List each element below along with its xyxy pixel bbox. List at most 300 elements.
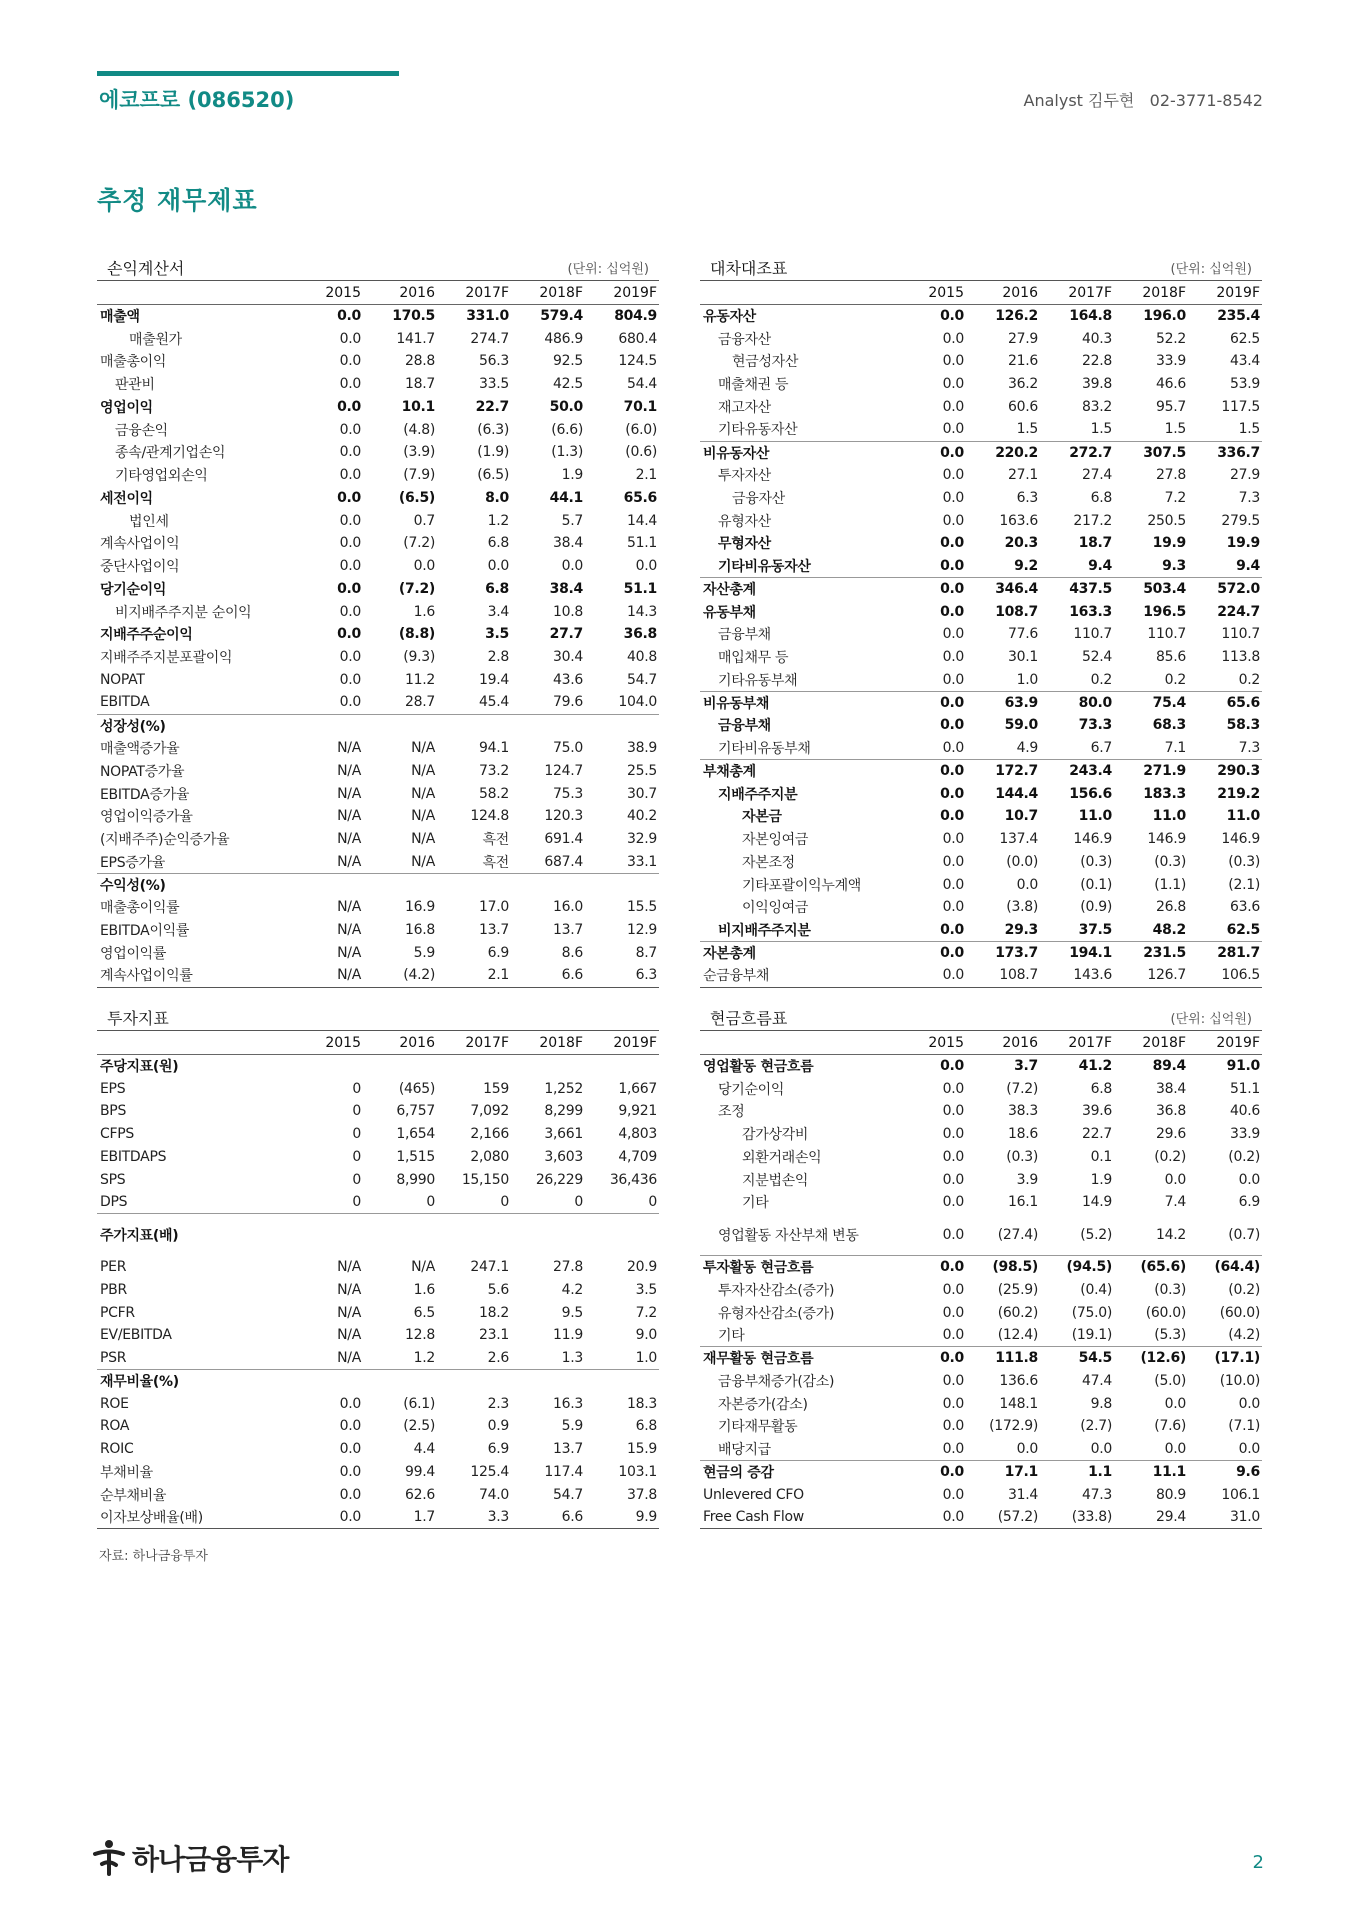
year-header: 2019F (1188, 1031, 1262, 1055)
row-label: 금융부채증가(감소) (718, 1373, 835, 1390)
cell-value (363, 873, 437, 896)
unit-label: (단위: 십억원) (567, 262, 649, 277)
cell-value: 0.0 (942, 1126, 964, 1143)
cell-value: 271.9 (1114, 760, 1188, 783)
row-label: 금융부채 (718, 718, 771, 735)
investment-table (97, 1030, 659, 1529)
cell-value: 572.0 (1188, 578, 1262, 601)
cell-value: 27.9 (1230, 467, 1260, 484)
cell-value: (0.0) (1006, 853, 1038, 870)
cell-value: (0.2) (1228, 1281, 1260, 1298)
cell-value: (0.3) (1228, 853, 1260, 870)
table-row (700, 782, 1262, 805)
table-row (700, 1256, 1262, 1279)
row-label: 금융자산 (718, 331, 771, 348)
table-row (700, 942, 1262, 965)
table-row (97, 305, 659, 328)
row-label: (지배주주)순익증가율 (100, 832, 230, 849)
cell-value: 0 (574, 1194, 583, 1211)
table-row (700, 509, 1262, 532)
cell-value (289, 1214, 363, 1256)
cell-value: 9,921 (618, 1103, 657, 1120)
cell-value: (7.6) (1154, 1418, 1186, 1435)
cell-value (585, 1214, 659, 1256)
cell-value: 47.3 (1082, 1486, 1112, 1503)
cell-value: 17.1 (966, 1461, 1040, 1484)
cell-value: 0.0 (940, 557, 964, 574)
cell-value (289, 1370, 363, 1393)
year-header: 2017F (1040, 1031, 1114, 1055)
table-row (700, 532, 1262, 555)
table-row (700, 555, 1262, 578)
cell-value: 0.0 (1164, 1395, 1186, 1412)
cell-value: 60.6 (1008, 398, 1038, 415)
cell-value: 250.5 (1147, 512, 1186, 529)
cell-value: 37.5 (1078, 921, 1112, 938)
cell-value: 51.1 (623, 580, 657, 597)
cell-value: N/A (337, 808, 361, 825)
cell-value: 62.6 (405, 1486, 435, 1503)
cell-value: 91.0 (1226, 1058, 1260, 1075)
year-header: 2017F (437, 281, 511, 305)
cell-value: 27.7 (549, 626, 583, 643)
cell-value: N/A (337, 853, 361, 870)
cell-value: 10.1 (401, 398, 435, 415)
row-label: 주당지표(원) (100, 1059, 179, 1076)
cell-value: 0.0 (337, 308, 361, 325)
cell-value: 4.4 (413, 1441, 435, 1458)
row-label: 재무비율(%) (97, 1370, 289, 1393)
row-label: 유형자산감소(증가) (718, 1305, 835, 1322)
page-number: 2 (1252, 1852, 1264, 1873)
cell-value: 579.4 (540, 308, 583, 325)
cell-value: 0.0 (942, 1395, 964, 1412)
cell-value: 1.2 (487, 512, 509, 529)
table-row (700, 487, 1262, 510)
cell-value: (0.3) (1154, 1281, 1186, 1298)
table-row (97, 964, 659, 987)
row-label: 중단사업이익 (100, 559, 180, 576)
cell-value: 272.7 (1040, 441, 1114, 464)
cell-value (511, 873, 585, 896)
cell-value: 183.3 (1143, 785, 1186, 802)
cell-value: 0 (352, 1194, 361, 1211)
cell-value: 31.0 (1188, 1506, 1262, 1529)
cell-value: N/A (337, 944, 361, 961)
cell-value: 16.0 (553, 899, 583, 916)
row-label: 수익성(%) (97, 873, 289, 896)
cell-value: 15.9 (627, 1441, 657, 1458)
cell-value: 146.9 (1073, 831, 1112, 848)
cell-value: 22.7 (1082, 1126, 1112, 1143)
cell-value: 14.4 (627, 512, 657, 529)
cell-value: 0.0 (413, 558, 435, 575)
table-row (700, 350, 1262, 373)
cell-value: 331.0 (466, 308, 509, 325)
year-header: 2019F (585, 281, 659, 305)
cell-value: 0.0 (942, 1372, 964, 1389)
page-title: 추정 재무제표 (97, 186, 258, 215)
cell-value: 11.1 (1114, 1461, 1188, 1484)
table-row (700, 1055, 1262, 1078)
row-label: 영업이익 (100, 399, 153, 416)
cell-value: 29.6 (1156, 1126, 1186, 1143)
cell-value: (0.1) (1080, 876, 1112, 893)
table-row (700, 441, 1262, 464)
table-row (97, 396, 659, 419)
table-row (97, 1055, 659, 1078)
cell-value: 54.7 (553, 1486, 583, 1503)
cell-value: 6.9 (487, 944, 509, 961)
cell-value (289, 873, 363, 896)
cell-value: (3.8) (1006, 899, 1038, 916)
cell-value: (0.2) (1154, 1148, 1186, 1165)
cell-value: 14.2 (1156, 1226, 1186, 1243)
cell-value (363, 1370, 437, 1393)
cell-value: 58.3 (1226, 717, 1260, 734)
cell-value: 0.0 (339, 558, 361, 575)
cell-value: 6.6 (511, 964, 585, 987)
table-row (97, 1483, 659, 1506)
cell-value: 53.9 (1230, 376, 1260, 393)
row-label: 자본증가(감소) (718, 1396, 808, 1413)
cell-value: 7.3 (1238, 489, 1260, 506)
unit-label: (단위: 십억원) (1170, 262, 1252, 277)
cell-value: (1.9) (477, 444, 509, 461)
cell-value: N/A (289, 964, 363, 987)
year-header-row (700, 281, 1262, 305)
cell-value: 25.5 (627, 762, 657, 779)
section-title: 투자지표 (107, 1009, 169, 1028)
cell-value: 0.0 (942, 398, 964, 415)
investment-metrics-section (97, 1000, 659, 1529)
table-row (700, 691, 1262, 714)
income-table (97, 280, 659, 988)
year-header: 2015 (892, 281, 966, 305)
cell-value: 21.6 (1008, 353, 1038, 370)
cell-value: 흑전 (482, 854, 509, 871)
cell-value: 0.0 (1238, 1440, 1260, 1457)
cell-value: 137.4 (999, 831, 1038, 848)
cell-value: 43.4 (1230, 353, 1260, 370)
cell-value: 4.9 (1016, 739, 1038, 756)
row-label: 이익잉여금 (742, 900, 809, 917)
cell-value: 6.3 (1016, 489, 1038, 506)
cell-value: 9.2 (1014, 557, 1038, 574)
cell-value: 0.0 (339, 1418, 361, 1435)
cell-value: (465) (398, 1080, 435, 1097)
cell-value (437, 1055, 511, 1078)
cell-value: 143.6 (1040, 964, 1114, 987)
cell-value: 40.2 (627, 808, 657, 825)
row-label: 부채총계 (700, 760, 892, 783)
cell-value: 7.2 (1164, 489, 1186, 506)
cell-value: (7.2) (1006, 1080, 1038, 1097)
cell-value: 0 (352, 1126, 361, 1143)
table-row (97, 487, 659, 510)
cell-value: N/A (337, 1349, 361, 1366)
cell-value: 0.0 (940, 921, 964, 938)
table-row (700, 1146, 1262, 1169)
cell-value: 51.1 (1230, 1080, 1260, 1097)
cell-value: 1.0 (635, 1349, 657, 1366)
cell-value (437, 714, 511, 737)
cell-value: 0 (352, 1171, 361, 1188)
cell-value: 0.0 (892, 1347, 966, 1370)
table-row (700, 1301, 1262, 1324)
table-row (700, 1324, 1262, 1347)
cell-value: (7.9) (403, 467, 435, 484)
row-label: 매출원가 (129, 331, 182, 348)
cell-value: (6.1) (403, 1395, 435, 1412)
cell-value: 10.8 (553, 603, 583, 620)
cell-value: 0.0 (942, 1486, 964, 1503)
cell-value: 117.5 (1221, 398, 1260, 415)
table-row (97, 1301, 659, 1324)
cell-value: 38.4 (1156, 1080, 1186, 1097)
row-label: 기타포괄이익누계액 (742, 877, 862, 894)
table-row (97, 441, 659, 464)
cell-value: 92.5 (553, 353, 583, 370)
cell-value: 9.6 (1188, 1461, 1262, 1484)
table-row (700, 896, 1262, 919)
cell-value: 0.0 (940, 1058, 964, 1075)
row-label: EBITDA증가율 (100, 786, 190, 803)
cell-value: (6.0) (625, 421, 657, 438)
header-accent-bar (97, 71, 399, 76)
row-label: 기타비유동부채 (718, 740, 811, 757)
cell-value: 0.0 (942, 853, 964, 870)
cell-value: 51.1 (627, 535, 657, 552)
cell-value: (8.8) (398, 626, 435, 643)
cell-value: 18.6 (1008, 1126, 1038, 1143)
cell-value: 0.0 (892, 1256, 966, 1279)
cell-value: 11.9 (553, 1327, 583, 1344)
cell-value: (12.6) (1114, 1347, 1188, 1370)
row-label: 법인세 (129, 513, 169, 530)
table-row (700, 1347, 1262, 1370)
cell-value: N/A (411, 831, 435, 848)
table-row (700, 327, 1262, 350)
cell-value: 20.3 (1004, 535, 1038, 552)
cell-value: 281.7 (1188, 942, 1262, 965)
table-row (97, 1461, 659, 1484)
cell-value: (0.7) (1228, 1226, 1260, 1243)
row-label: ROA (100, 1418, 130, 1435)
cell-value: 5.7 (561, 512, 583, 529)
cell-value: 54.5 (1040, 1347, 1114, 1370)
row-label: 기타유동부채 (718, 672, 798, 689)
cell-value: (3.9) (403, 444, 435, 461)
cell-value: 0.0 (942, 1080, 964, 1097)
cell-value: 144.4 (995, 785, 1038, 802)
cell-value: 110.7 (1147, 626, 1186, 643)
cell-value: 11.0 (1078, 808, 1112, 825)
cell-value: 4.2 (561, 1281, 583, 1298)
company-logo (92, 1838, 288, 1878)
table-row (97, 1324, 659, 1347)
year-header: 2019F (1188, 281, 1262, 305)
cell-value: 0.0 (942, 739, 964, 756)
cell-value: 63.6 (1230, 899, 1260, 916)
cell-value: 2.1 (635, 467, 657, 484)
cell-value: (5.3) (1154, 1327, 1186, 1344)
row-label: 기타 (742, 1195, 769, 1212)
cell-value: 3.3 (437, 1506, 511, 1529)
cell-value: 19.9 (1152, 535, 1186, 552)
cell-value: 16.1 (1008, 1194, 1038, 1211)
cell-value (511, 1370, 585, 1393)
cell-value: (6.5) (398, 489, 435, 506)
cell-value: 3,603 (544, 1148, 583, 1165)
cell-value: 0.0 (942, 1418, 964, 1435)
cell-value (511, 714, 585, 737)
cell-value: 40.3 (1082, 330, 1112, 347)
row-label: 세전이익 (100, 490, 153, 507)
cell-value: 8.7 (635, 944, 657, 961)
cell-value: (7.2) (403, 535, 435, 552)
cell-value: 3.9 (1016, 1171, 1038, 1188)
table-row (97, 646, 659, 669)
cell-value: N/A (411, 1259, 435, 1276)
cell-value: 691.4 (544, 831, 583, 848)
cell-value: 1.0 (1016, 671, 1038, 688)
cell-value: 9.4 (1236, 557, 1260, 574)
cell-value: 28.8 (405, 353, 435, 370)
cell-value: 1,252 (544, 1080, 583, 1097)
cell-value: 1.9 (1090, 1171, 1112, 1188)
row-label: 금융부채 (718, 627, 771, 644)
cell-value: 17.0 (479, 899, 509, 916)
cell-value (585, 1370, 659, 1393)
cell-value: 6.8 (487, 535, 509, 552)
cell-value: 40.8 (627, 649, 657, 666)
cell-value: (6.5) (477, 467, 509, 484)
cell-value: 41.2 (1078, 1058, 1112, 1075)
cell-value: 247.1 (470, 1259, 509, 1276)
year-header: 2016 (363, 281, 437, 305)
cell-value (363, 1055, 437, 1078)
cell-value: 40.6 (1230, 1103, 1260, 1120)
cell-value: 0.2 (1238, 671, 1260, 688)
row-label: 계속사업이익률 (97, 964, 289, 987)
cell-value: 52.4 (1082, 649, 1112, 666)
cell-value: (2.5) (403, 1418, 435, 1435)
year-header: 2015 (892, 1031, 966, 1055)
year-header-row (97, 281, 659, 305)
cell-value: 70.1 (623, 398, 657, 415)
cell-value: 6.6 (511, 1506, 585, 1529)
cell-value: 31.4 (1008, 1486, 1038, 1503)
cell-value (363, 1214, 437, 1256)
row-label: 순부채비율 (100, 1487, 167, 1504)
cell-value: 0.0 (289, 1506, 363, 1529)
table-row (700, 1438, 1262, 1461)
cell-value: 3.5 (635, 1281, 657, 1298)
cell-value: 7.2 (635, 1304, 657, 1321)
cell-value: 16.8 (405, 922, 435, 939)
cell-value: 2.8 (487, 649, 509, 666)
cell-value: 0.0 (942, 467, 964, 484)
table-row (97, 851, 659, 874)
row-label: 판관비 (115, 377, 155, 394)
table-row (97, 1100, 659, 1123)
row-label: 자산총계 (700, 578, 892, 601)
cell-value: 30.1 (1008, 649, 1038, 666)
cell-value: 6.8 (1090, 489, 1112, 506)
cell-value: 0.0 (892, 1506, 966, 1529)
cell-value: 0.0 (940, 785, 964, 802)
row-label: 영업이익증가율 (100, 809, 193, 826)
cell-value: 0.0 (940, 308, 964, 325)
cell-value: (10.0) (1219, 1372, 1260, 1389)
cell-value: 46.6 (1156, 376, 1186, 393)
cell-value: 0.0 (635, 558, 657, 575)
cell-value: 163.3 (1069, 603, 1112, 620)
cell-value: 224.7 (1217, 603, 1260, 620)
cell-value: (6.3) (477, 421, 509, 438)
table-row (700, 828, 1262, 851)
cell-value: 106.5 (1188, 964, 1262, 987)
cell-value: 0.0 (1164, 1171, 1186, 1188)
cell-value: 1.6 (413, 1281, 435, 1298)
income-statement-section (97, 250, 659, 988)
cell-value: 36.2 (1008, 376, 1038, 393)
row-label: EBITDAPS (100, 1148, 167, 1165)
row-label: 유형자산 (718, 513, 771, 530)
table-row (97, 1392, 659, 1415)
cell-value: (64.4) (1188, 1256, 1262, 1279)
cell-value: N/A (337, 1304, 361, 1321)
cell-value: 27.1 (1008, 467, 1038, 484)
table-row (97, 464, 659, 487)
cell-value: 59.0 (1004, 717, 1038, 734)
table-row (97, 1168, 659, 1191)
cell-value: 120.3 (544, 808, 583, 825)
cell-value: 0.0 (942, 899, 964, 916)
cell-value (363, 714, 437, 737)
cell-value: 196.0 (1143, 308, 1186, 325)
source-note: 자료: 하나금융투자 (99, 1549, 208, 1564)
cell-value: (17.1) (1188, 1347, 1262, 1370)
cell-value: 11.2 (405, 671, 435, 688)
cell-value: 1.3 (561, 1349, 583, 1366)
table-row (700, 714, 1262, 737)
table-row (97, 1214, 659, 1256)
cell-value: 95.7 (1156, 398, 1186, 415)
cell-value (585, 873, 659, 896)
cell-value: 11.0 (1226, 808, 1260, 825)
cell-value: 15.5 (627, 899, 657, 916)
cell-value: 0.0 (339, 444, 361, 461)
cell-value: 27.8 (553, 1259, 583, 1276)
row-label: 기타비유동자산 (718, 558, 811, 575)
cell-value: 0.7 (413, 512, 435, 529)
cell-value: (9.3) (403, 649, 435, 666)
cell-value: 0.0 (940, 808, 964, 825)
table-row (700, 396, 1262, 419)
row-label: EPS증가율 (100, 854, 165, 871)
cell-value: 7,092 (470, 1103, 509, 1120)
cell-value: 3.5 (485, 626, 509, 643)
cell-value: 503.4 (1114, 578, 1188, 601)
table-row (700, 737, 1262, 760)
cell-value: 16.9 (405, 899, 435, 916)
cell-value: 6.9 (487, 1441, 509, 1458)
cell-value: 3.4 (487, 603, 509, 620)
cell-value: 80.9 (1156, 1486, 1186, 1503)
cell-value: 0.0 (1238, 1171, 1260, 1188)
